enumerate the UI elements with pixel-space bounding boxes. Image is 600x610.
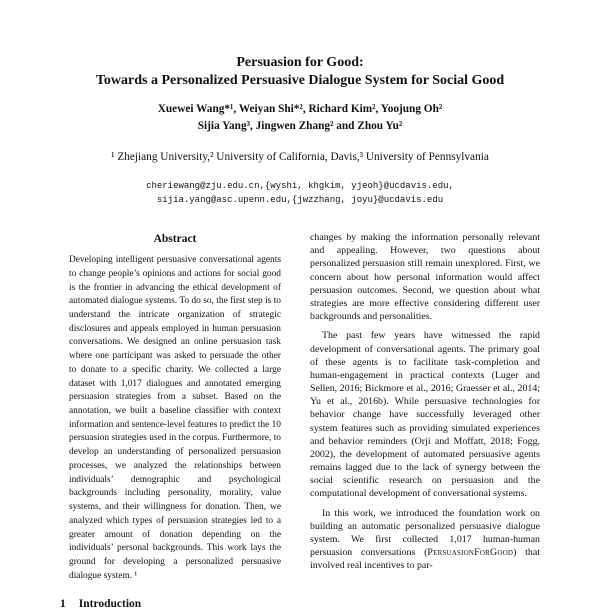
section-number: 1 bbox=[60, 598, 66, 610]
right-column bbox=[310, 231, 540, 610]
paper-title-line2: Towards a Personalized Persuasive Dialogue System for Social Good bbox=[95, 73, 505, 89]
emails-line2: sijia.yang@asc.upenn.edu,{jwzzhang, joyu}@ucdavis.edu bbox=[156, 195, 444, 206]
paragraph bbox=[310, 507, 540, 573]
emails-line1: cheriewang@zju.edu.cn,{wyshi, khgkim, yjeoh}@ucdavis.edu, bbox=[146, 181, 454, 192]
affiliations: ¹ Zhejiang University,² University of California, Davis,³ University of Pennsylvania bbox=[111, 151, 489, 164]
paragraph-continuation: changes by making the information personally relevant and appealing. However, two questions about personalized persuasion still remain unexplored. First, we concern about how personal information would affect persuasion outcomes. Second, we question about what strategies are more effective considering different user backgrounds and personalities. bbox=[310, 232, 540, 323]
section-heading-introduction bbox=[60, 598, 290, 610]
paragraph-text: ) that involved real incentives to par- bbox=[310, 547, 540, 572]
dataset-name: PersuasionForGood bbox=[427, 547, 514, 559]
section-title: Introduction bbox=[78, 598, 142, 610]
abstract-text: Developing intelligent persuasive conversational agents to change people’s opinions and actions for social good is the frontier in advancing the ethical development of automated dialogue systems. To do so, the first step is to understand the intricate organization of strategic disclosures and appeals employed in human persuasion conversations. We designed an online persuasion task where one participant was asked to persuade the other to donate to a specific charity. We collected a large dataset with 1,017 dialogues and annotated emerging persuasion strategies from a subset. Based on the annotation, we built a baseline classifier with context information and sentence-level features to predict the 10 persuasion strategies used in the corpus. Furthermore, to develop an understanding of personalized persuasion processes, we analyzed the relationships between individuals’ demographic and psychological backgrounds including personality, morality, value systems, and their willingness for donation. Then, we analyzed which types of persuasion strategies led to a greater amount of donation depending on the individuals’ personal backgrounds. This work lays the ground for developing a personalized persuasive dialogue system. ¹ bbox=[69, 255, 281, 581]
paper-title-line1: Persuasion for Good: bbox=[236, 55, 364, 70]
left-column bbox=[60, 231, 290, 610]
paper-title bbox=[60, 54, 540, 90]
paragraph: The past few years have witnessed the rapid development of conversational agents. The primary goal of these agents is to facilitate task-completion and human-engagement in practical contexts (Luger and Sellen, 2016; Bickmore et al., 2016; Graesser et al., 2014; Yu et al., 2016b). While persuasive technologies for behavior change have successfully leveraged other system features such as providing simulated experiences and behavior reminders (Orji and Moffatt, 2018; Fogg, 2002), the development of automated persuasive agents remains lagged due to the lack of synergy between the social scientific research on persuasion and the computational development of conversational systems. bbox=[310, 330, 540, 500]
authors-line1: Xuewei Wang*¹, Weiyan Shi*², Richard Kim², Yoojung Oh² bbox=[157, 103, 443, 116]
author-list bbox=[60, 101, 540, 135]
abstract-heading: Abstract bbox=[153, 233, 197, 246]
paragraph-text: In this work, we introduced the foundation work on building an automatic personalized persuasive dialogue system. We first collected 1,017 human-human persuasion conversations ( bbox=[310, 507, 540, 559]
authors-line2: Sijia Yang³, Jingwen Zhang² and Zhou Yu² bbox=[197, 120, 403, 133]
author-emails bbox=[60, 180, 540, 208]
two-column-body bbox=[60, 231, 540, 610]
